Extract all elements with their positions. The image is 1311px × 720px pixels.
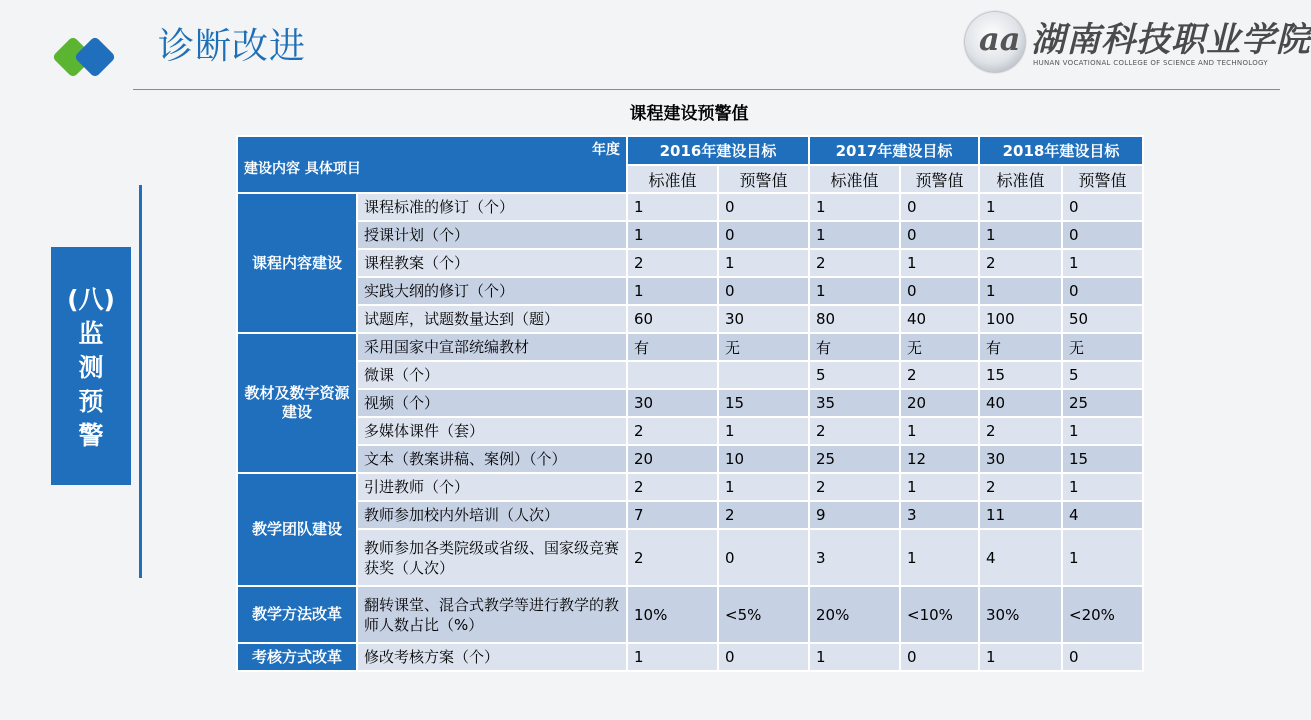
standard-value-cell: 2 xyxy=(979,473,1062,501)
standard-value-cell: 9 xyxy=(809,501,900,529)
warning-value-cell: 0 xyxy=(1062,193,1143,221)
section-label-char: (八) xyxy=(67,285,115,314)
warning-value-cell: 0 xyxy=(718,221,809,249)
item-cell: 引进教师（个） xyxy=(357,473,627,501)
standard-value-cell: 1 xyxy=(809,643,900,671)
item-cell: 采用国家中宣部统编教材 xyxy=(357,333,627,361)
item-cell: 实践大纲的修订（个） xyxy=(357,277,627,305)
standard-value-cell: 3 xyxy=(809,529,900,586)
warning-value-cell: 0 xyxy=(1062,221,1143,249)
warning-value-cell: 无 xyxy=(900,333,979,361)
section-label-char: 预 xyxy=(78,387,104,416)
corner-content-label: 建设内容 具体项目 xyxy=(244,161,361,177)
standard-value-cell: 1 xyxy=(979,277,1062,305)
standard-value-cell: 100 xyxy=(979,305,1062,333)
item-cell: 修改考核方案（个） xyxy=(357,643,627,671)
standard-value-cell: 80 xyxy=(809,305,900,333)
standard-value-cell: 1 xyxy=(627,277,718,305)
table-row xyxy=(237,445,1143,473)
standard-value-cell: 1 xyxy=(809,193,900,221)
standard-value-cell: 2 xyxy=(627,529,718,586)
standard-value-cell: 1 xyxy=(809,277,900,305)
standard-value-cell: 60 xyxy=(627,305,718,333)
section-label-char: 测 xyxy=(78,353,104,382)
warning-value-cell: 无 xyxy=(718,333,809,361)
warning-value-cell: 15 xyxy=(1062,445,1143,473)
page-title: 诊断改进 xyxy=(158,26,307,67)
standard-value-cell: 1 xyxy=(627,193,718,221)
warning-value-cell: 30 xyxy=(718,305,809,333)
category-cell: 教学团队建设 xyxy=(237,473,357,586)
standard-value-cell: 35 xyxy=(809,389,900,417)
section-label xyxy=(51,247,131,485)
table-row xyxy=(237,586,1143,643)
standard-value-cell: 1 xyxy=(979,193,1062,221)
warning-value-cell: 50 xyxy=(1062,305,1143,333)
standard-value-cell: 5 xyxy=(809,361,900,389)
table-row xyxy=(237,473,1143,501)
standard-value-cell: 30% xyxy=(979,586,1062,643)
standard-value-cell: 1 xyxy=(809,221,900,249)
standard-value-header: 标准值 xyxy=(979,165,1062,193)
category-cell: 教学方法改革 xyxy=(237,586,357,643)
warning-value-cell: 0 xyxy=(1062,643,1143,671)
table-row xyxy=(237,333,1143,361)
standard-value-cell: 2 xyxy=(809,417,900,445)
standard-value-cell: 20 xyxy=(627,445,718,473)
standard-value-cell: 2 xyxy=(627,473,718,501)
item-cell: 教师参加各类院级或省级、国家级竞赛获奖（人次） xyxy=(357,529,627,586)
item-cell: 翻转课堂、混合式教学等进行教学的教师人数占比（%） xyxy=(357,586,627,643)
warning-value-cell: 1 xyxy=(1062,529,1143,586)
standard-value-header: 标准值 xyxy=(809,165,900,193)
standard-value-header: 标准值 xyxy=(627,165,718,193)
standard-value-cell: 10% xyxy=(627,586,718,643)
warning-value-header: 预警值 xyxy=(718,165,809,193)
warning-value-cell: 1 xyxy=(900,529,979,586)
standard-value-cell: 20% xyxy=(809,586,900,643)
corner-year-label: 年度 xyxy=(592,142,620,158)
warning-value-cell: 4 xyxy=(1062,501,1143,529)
standard-value-cell: 2 xyxy=(979,417,1062,445)
standard-value-cell: 1 xyxy=(627,221,718,249)
table-corner-header xyxy=(237,136,627,193)
school-name-en: HUNAN VOCATIONAL COLLEGE OF SCIENCE AND TECHNOLOGY xyxy=(1033,59,1268,67)
warning-value-cell: 2 xyxy=(900,361,979,389)
warning-value-cell: <20% xyxy=(1062,586,1143,643)
section-label-char: 警 xyxy=(78,421,104,450)
item-cell: 微课（个） xyxy=(357,361,627,389)
item-cell: 课程教案（个） xyxy=(357,249,627,277)
year-header: 2016年建设目标 xyxy=(627,136,809,165)
item-cell: 授课计划（个） xyxy=(357,221,627,249)
standard-value-cell: 有 xyxy=(809,333,900,361)
table-row xyxy=(237,221,1143,249)
warning-value-cell: 0 xyxy=(900,277,979,305)
standard-value-cell: 有 xyxy=(627,333,718,361)
section-label-char: 监 xyxy=(78,319,104,348)
warning-value-cell: 1 xyxy=(718,249,809,277)
table-title: 课程建设预警值 xyxy=(629,104,749,124)
standard-value-cell: 1 xyxy=(979,221,1062,249)
warning-value-cell: 5 xyxy=(1062,361,1143,389)
warning-value-cell: 1 xyxy=(1062,473,1143,501)
school-logo xyxy=(965,12,1311,76)
warning-value-cell: <5% xyxy=(718,586,809,643)
standard-value-cell: 2 xyxy=(627,417,718,445)
warning-value-cell: <10% xyxy=(900,586,979,643)
warning-value-cell: 2 xyxy=(718,501,809,529)
warning-value-cell: 1 xyxy=(1062,417,1143,445)
diamond-logo-icon xyxy=(50,30,130,90)
standard-value-cell: 1 xyxy=(627,643,718,671)
school-name-cn: 湖南科技职业学院 xyxy=(1031,20,1311,60)
warning-value-cell: 40 xyxy=(900,305,979,333)
item-cell: 教师参加校内外培训（人次） xyxy=(357,501,627,529)
warning-value-cell: 0 xyxy=(718,643,809,671)
table-row xyxy=(237,389,1143,417)
standard-value-cell: 7 xyxy=(627,501,718,529)
table-row xyxy=(237,305,1143,333)
warning-value-header: 预警值 xyxy=(1062,165,1143,193)
item-cell: 试题库，试题数量达到（题） xyxy=(357,305,627,333)
warning-value-cell: 1 xyxy=(1062,249,1143,277)
warning-value-header: 预警值 xyxy=(900,165,979,193)
warning-value-cell: 10 xyxy=(718,445,809,473)
warning-value-cell: 0 xyxy=(718,193,809,221)
warning-value-cell: 0 xyxy=(900,193,979,221)
warning-value-cell: 0 xyxy=(718,529,809,586)
standard-value-cell: 2 xyxy=(979,249,1062,277)
warning-value-cell: 0 xyxy=(718,277,809,305)
table-row xyxy=(237,417,1143,445)
warning-value-cell: 0 xyxy=(1062,277,1143,305)
warning-value-cell xyxy=(718,361,809,389)
item-cell: 多媒体课件（套） xyxy=(357,417,627,445)
warning-table xyxy=(236,135,1144,672)
warning-value-cell: 1 xyxy=(718,417,809,445)
table-row xyxy=(237,501,1143,529)
header-divider xyxy=(133,89,1280,90)
warning-value-cell: 25 xyxy=(1062,389,1143,417)
warning-value-cell: 12 xyxy=(900,445,979,473)
category-cell: 课程内容建设 xyxy=(237,193,357,333)
table-row xyxy=(237,249,1143,277)
standard-value-cell: 15 xyxy=(979,361,1062,389)
section-vertical-rule xyxy=(139,185,142,578)
standard-value-cell: 25 xyxy=(809,445,900,473)
standard-value-cell: 30 xyxy=(627,389,718,417)
item-cell: 文本（教案讲稿、案例）（个） xyxy=(357,445,627,473)
warning-value-cell: 1 xyxy=(900,473,979,501)
school-emblem-mark: aa xyxy=(979,20,1021,58)
item-cell: 视频（个） xyxy=(357,389,627,417)
standard-value-cell: 有 xyxy=(979,333,1062,361)
item-cell: 课程标准的修订（个） xyxy=(357,193,627,221)
standard-value-cell: 11 xyxy=(979,501,1062,529)
standard-value-cell: 2 xyxy=(809,473,900,501)
standard-value-cell: 2 xyxy=(627,249,718,277)
warning-value-cell: 1 xyxy=(900,249,979,277)
warning-value-cell: 0 xyxy=(900,221,979,249)
table-row xyxy=(237,643,1143,671)
category-cell: 考核方式改革 xyxy=(237,643,357,671)
warning-value-cell: 无 xyxy=(1062,333,1143,361)
category-cell: 教材及数字资源建设 xyxy=(237,333,357,473)
standard-value-cell: 40 xyxy=(979,389,1062,417)
warning-value-cell: 20 xyxy=(900,389,979,417)
school-emblem-icon xyxy=(965,12,1025,72)
standard-value-cell: 4 xyxy=(979,529,1062,586)
table-row xyxy=(237,193,1143,221)
year-header: 2017年建设目标 xyxy=(809,136,979,165)
warning-value-cell: 1 xyxy=(718,473,809,501)
standard-value-cell xyxy=(627,361,718,389)
table-row xyxy=(237,277,1143,305)
table-row xyxy=(237,361,1143,389)
warning-value-cell: 3 xyxy=(900,501,979,529)
warning-value-cell: 15 xyxy=(718,389,809,417)
year-header: 2018年建设目标 xyxy=(979,136,1143,165)
warning-value-cell: 0 xyxy=(900,643,979,671)
standard-value-cell: 2 xyxy=(809,249,900,277)
warning-value-cell: 1 xyxy=(900,417,979,445)
standard-value-cell: 1 xyxy=(979,643,1062,671)
table-row xyxy=(237,529,1143,586)
standard-value-cell: 30 xyxy=(979,445,1062,473)
